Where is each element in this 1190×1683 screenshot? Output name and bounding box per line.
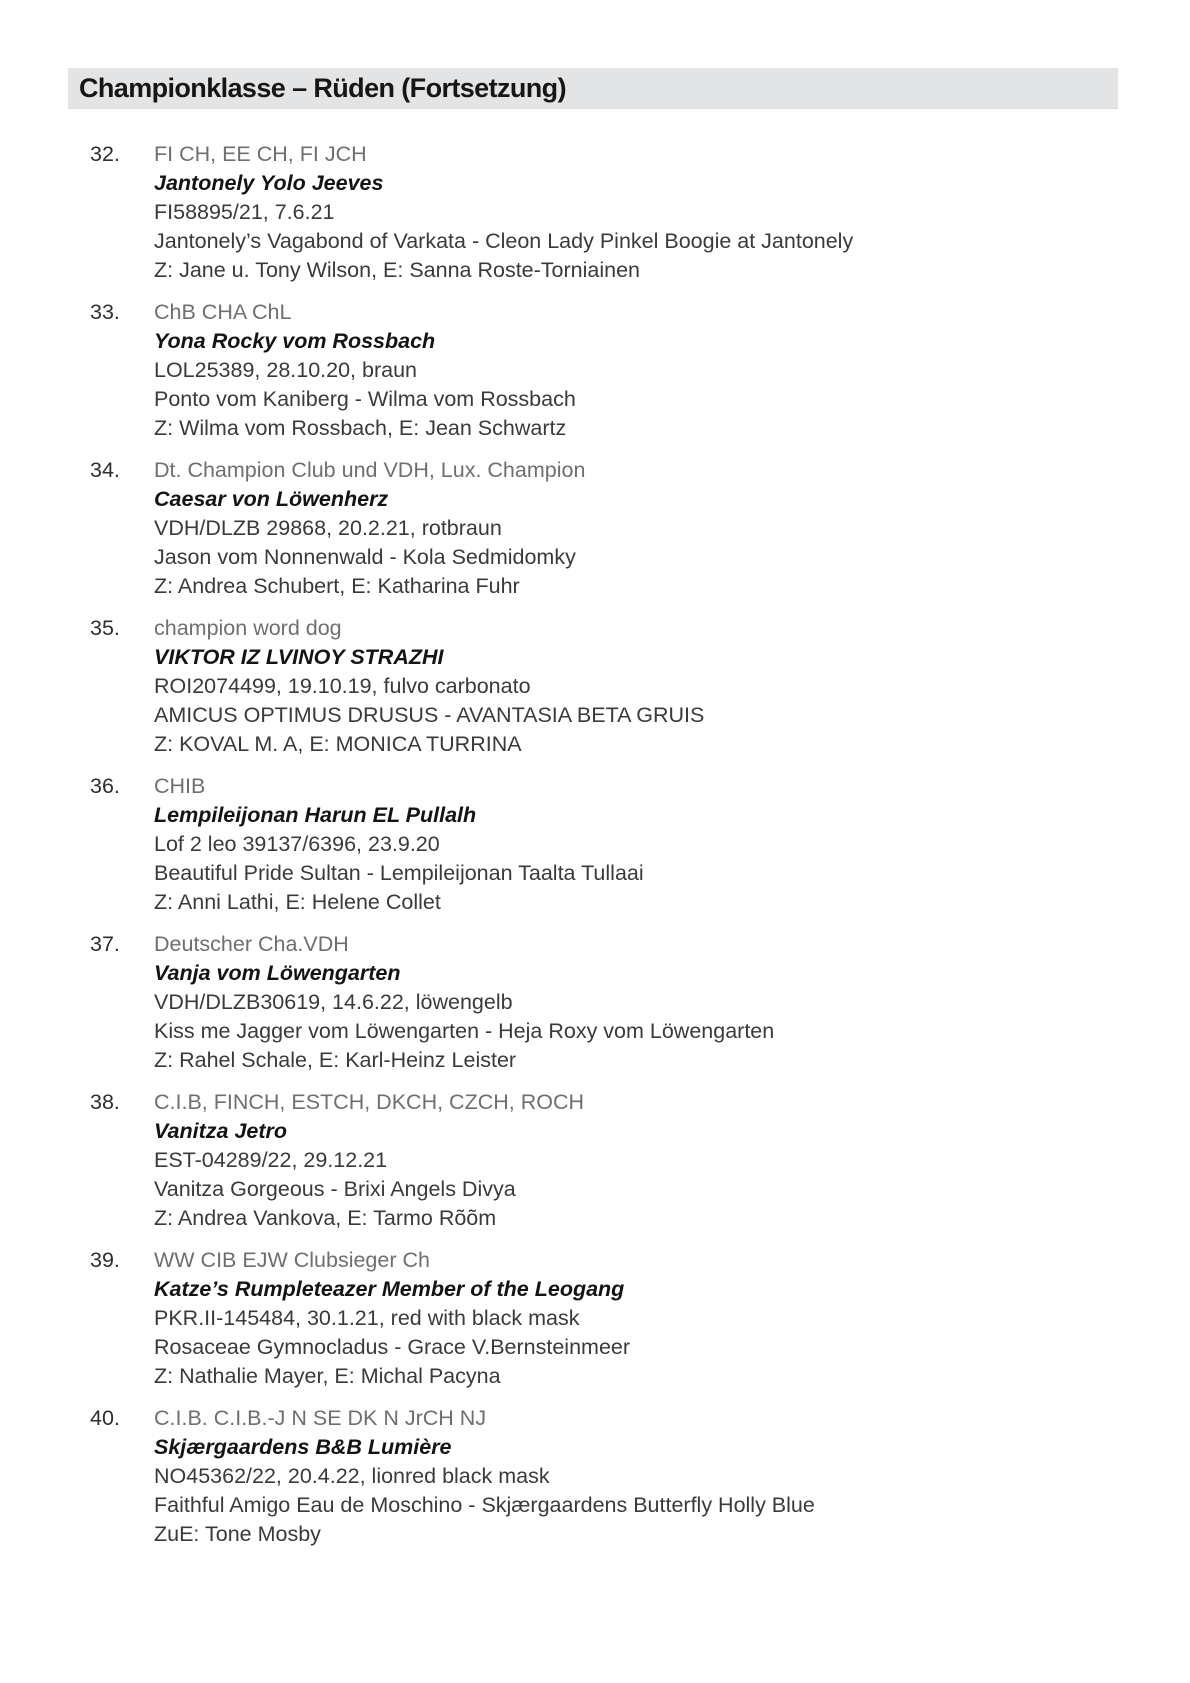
entry-dog-name: Skjærgaardens B&B Lumière: [154, 1435, 452, 1459]
entry-dog-name: Vanja vom Löwengarten: [154, 961, 401, 985]
entry-breeder-owner-line: Z: Rahel Schale, E: Karl-Heinz Leister: [154, 1048, 517, 1072]
entry-dog-name: Lempileijonan Harun EL Pullalh: [154, 803, 477, 827]
entry-details: [154, 1088, 1130, 1233]
catalog-entry: [90, 298, 1130, 443]
entry-parents-line: Beautiful Pride Sultan - Lempileijonan Taalta Tullaai: [154, 861, 644, 885]
entry-details: [154, 1404, 1130, 1549]
entry-parents-line: Ponto vom Kaniberg - Wilma vom Rossbach: [154, 387, 576, 411]
entry-number: 32.: [90, 142, 120, 166]
entries-list: [90, 140, 1130, 1562]
entry-parents-line: Rosaceae Gymnocladus - Grace V.Bernsteinmeer: [154, 1335, 631, 1359]
entry-breeder-owner-line: Z: Anni Lathi, E: Helene Collet: [154, 890, 441, 914]
entry-details: [154, 140, 1130, 285]
entry-number: 33.: [90, 300, 120, 324]
entry-dog-name: Jantonely Yolo Jeeves: [154, 171, 384, 195]
entry-breeder-owner-line: Z: KOVAL M. A, E: MONICA TURRINA: [154, 732, 522, 756]
entry-number: 35.: [90, 616, 120, 640]
entry-registration-line: FI58895/21, 7.6.21: [154, 200, 335, 224]
entry-championship-titles: C.I.B. C.I.B.-J N SE DK N JrCH NJ: [154, 1406, 487, 1430]
entry-registration-line: EST-04289/22, 29.12.21: [154, 1148, 388, 1172]
catalog-entry: [90, 1246, 1130, 1391]
entry-breeder-owner-line: Z: Wilma vom Rossbach, E: Jean Schwartz: [154, 416, 567, 440]
entry-registration-line: VDH/DLZB30619, 14.6.22, löwengelb: [154, 990, 513, 1014]
catalog-entry: [90, 140, 1130, 285]
entry-details: [154, 930, 1130, 1075]
entry-breeder-owner-line: ZuE: Tone Mosby: [154, 1522, 321, 1546]
entry-championship-titles: CHIB: [154, 774, 206, 798]
entry-registration-line: ROI2074499, 19.10.19, fulvo carbonato: [154, 674, 531, 698]
entry-championship-titles: FI CH, EE CH, FI JCH: [154, 142, 367, 166]
catalog-entry: [90, 456, 1130, 601]
entry-details: [154, 614, 1130, 759]
entry-dog-name: Caesar von Löwenherz: [154, 487, 389, 511]
entry-registration-line: PKR.II-145484, 30.1.21, red with black mask: [154, 1306, 580, 1330]
entry-number: 38.: [90, 1090, 120, 1114]
entry-number: 36.: [90, 774, 120, 798]
entry-parents-line: Vanitza Gorgeous - Brixi Angels Divya: [154, 1177, 516, 1201]
entry-parents-line: Faithful Amigo Eau de Moschino - Skjærgaardens Butterfly Holly Blue: [154, 1493, 815, 1517]
entry-details: [154, 298, 1130, 443]
entry-breeder-owner-line: Z: Andrea Schubert, E: Katharina Fuhr: [154, 574, 520, 598]
entry-dog-name: Vanitza Jetro: [154, 1119, 288, 1143]
entry-championship-titles: C.I.B, FINCH, ESTCH, DKCH, CZCH, ROCH: [154, 1090, 585, 1114]
entry-breeder-owner-line: Z: Nathalie Mayer, E: Michal Pacyna: [154, 1364, 501, 1388]
entry-number: 37.: [90, 932, 120, 956]
section-title: Championklasse – Rüden (Fortsetzung): [79, 72, 566, 103]
entry-details: [154, 1246, 1130, 1391]
catalog-entry: [90, 772, 1130, 917]
entry-dog-name: Yona Rocky vom Rossbach: [154, 329, 436, 353]
entry-dog-name: VIKTOR IZ LVINOY STRAZHI: [154, 645, 444, 669]
entry-parents-line: AMICUS OPTIMUS DRUSUS - AVANTASIA BETA GRUIS: [154, 703, 705, 727]
catalog-entry: [90, 1088, 1130, 1233]
entry-parents-line: Kiss me Jagger vom Löwengarten - Heja Roxy vom Löwengarten: [154, 1019, 775, 1043]
entry-championship-titles: Dt. Champion Club und VDH, Lux. Champion: [154, 458, 586, 482]
entry-registration-line: NO45362/22, 20.4.22, lionred black mask: [154, 1464, 550, 1488]
entry-championship-titles: WW CIB EJW Clubsieger Ch: [154, 1248, 430, 1272]
catalog-entry: [90, 614, 1130, 759]
entry-number: 34.: [90, 458, 120, 482]
catalog-entry: [90, 1404, 1130, 1549]
entry-dog-name: Katze’s Rumpleteazer Member of the Leogang: [154, 1277, 625, 1301]
entry-details: [154, 772, 1130, 917]
entry-breeder-owner-line: Z: Andrea Vankova, E: Tarmo Rõõm: [154, 1206, 497, 1230]
section-header-bar: [68, 68, 1118, 109]
entry-registration-line: VDH/DLZB 29868, 20.2.21, rotbraun: [154, 516, 502, 540]
entry-parents-line: Jantonely’s Vagabond of Varkata - Cleon Lady Pinkel Boogie at Jantonely: [154, 229, 854, 253]
catalog-entry: [90, 930, 1130, 1075]
entry-registration-line: Lof 2 leo 39137/6396, 23.9.20: [154, 832, 440, 856]
entry-details: [154, 456, 1130, 601]
entry-number: 40.: [90, 1406, 120, 1430]
entry-number: 39.: [90, 1248, 120, 1272]
entry-championship-titles: ChB CHA ChL: [154, 300, 292, 324]
entry-championship-titles: Deutscher Cha.VDH: [154, 932, 349, 956]
entry-championship-titles: champion word dog: [154, 616, 342, 640]
entry-breeder-owner-line: Z: Jane u. Tony Wilson, E: Sanna Roste-Torniainen: [154, 258, 640, 282]
entry-registration-line: LOL25389, 28.10.20, braun: [154, 358, 417, 382]
entry-parents-line: Jason vom Nonnenwald - Kola Sedmidomky: [154, 545, 576, 569]
